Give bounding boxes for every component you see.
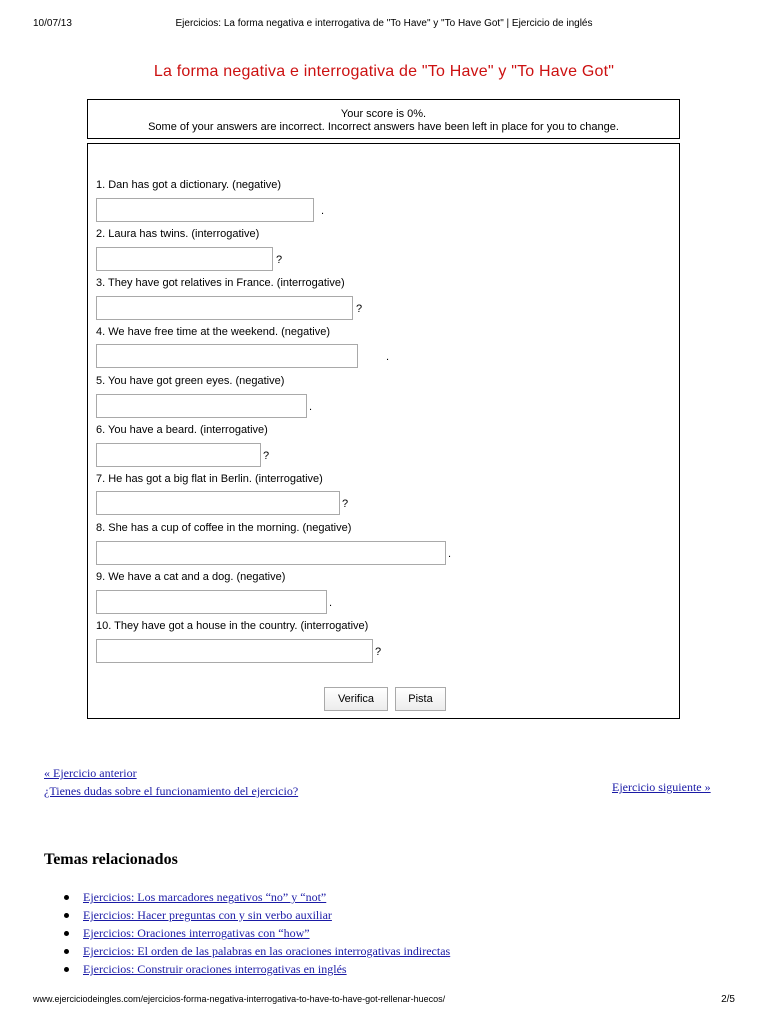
score-feedback: Some of your answers are incorrect. Incorrect answers have been left in place for you to change. [148, 121, 619, 133]
question-7-text: 7. He has got a big flat in Berlin. (interrogative) [96, 473, 323, 485]
exercise-form [87, 143, 680, 719]
related-link[interactable]: Ejercicios: Oraciones interrogativas con “how” [83, 926, 310, 940]
question-8-text: 8. She has a cup of coffee in the morning. (negative) [96, 522, 352, 534]
list-item [44, 961, 450, 979]
question-8-punctuation: . [448, 548, 452, 560]
bullet-icon [64, 913, 69, 918]
question-6-input[interactable] [96, 443, 261, 467]
hint-button[interactable]: Pista [395, 687, 446, 711]
question-2-input[interactable] [96, 247, 273, 271]
print-footer [33, 994, 735, 1008]
page-title: La forma negativa e interrogativa de "To Have" y "To Have Got" [153, 63, 615, 80]
related-link[interactable]: Ejercicios: Construir oraciones interrogativas en inglés [83, 962, 347, 976]
question-4-punctuation: . [386, 351, 390, 363]
question-5-input[interactable] [96, 394, 307, 418]
question-6-punctuation: ? [263, 450, 270, 462]
question-10-text: 10. They have got a house in the country. (interrogative) [96, 620, 369, 632]
score-box [87, 99, 680, 139]
print-url: www.ejerciciodeingles.com/ejercicios-forma-negativa-interrogativa-to-have-to-have-got-rellenar-huecos/ [33, 994, 446, 1004]
bullet-icon [64, 895, 69, 900]
bullet-icon [64, 931, 69, 936]
question-10-input[interactable] [96, 639, 373, 663]
question-3-input[interactable] [96, 296, 353, 320]
question-4-input[interactable] [96, 344, 358, 368]
question-7-input[interactable] [96, 491, 340, 515]
question-9-text: 9. We have a cat and a dog. (negative) [96, 571, 286, 583]
question-3-punctuation: ? [356, 303, 363, 315]
question-3-text: 3. They have got relatives in France. (interrogative) [96, 277, 345, 289]
print-document-title: Ejercicios: La forma negativa e interrogativa de "To Have" y "To Have Got" | Ejercicio de inglés [175, 18, 593, 29]
related-topics-list [44, 889, 450, 979]
question-2-punctuation: ? [276, 254, 283, 266]
question-1-text: 1. Dan has got a dictionary. (negative) [96, 179, 282, 191]
related-link[interactable]: Ejercicios: El orden de las palabras en las oraciones interrogativas indirectas [83, 944, 451, 958]
question-10-punctuation: ? [375, 646, 382, 658]
question-9-input[interactable] [96, 590, 327, 614]
related-link[interactable]: Ejercicios: Hacer preguntas con y sin verbo auxiliar [83, 908, 332, 922]
page-number: 2/5 [721, 994, 735, 1005]
related-link[interactable]: Ejercicios: Los marcadores negativos “no” y “not” [83, 890, 327, 904]
check-button[interactable]: Verifica [324, 687, 388, 711]
question-7-punctuation: ? [342, 498, 349, 510]
question-1-punctuation: . [321, 205, 325, 217]
question-8-input[interactable] [96, 541, 446, 565]
question-5-punctuation: . [309, 401, 313, 413]
related-topics-heading: Temas relacionados [44, 851, 178, 868]
question-1-input[interactable] [96, 198, 314, 222]
print-date: 10/07/13 [33, 18, 72, 29]
previous-exercise-link[interactable]: « Ejercicio anterior [44, 766, 137, 780]
list-item [44, 889, 450, 907]
print-header [33, 18, 735, 32]
question-6-text: 6. You have a beard. (interrogative) [96, 424, 268, 436]
list-item [44, 907, 450, 925]
score-text: Your score is 0%. [340, 108, 427, 120]
question-9-punctuation: . [329, 597, 333, 609]
next-exercise-link[interactable]: Ejercicio siguiente » [612, 780, 711, 794]
bullet-icon [64, 967, 69, 972]
bullet-icon [64, 949, 69, 954]
question-2-text: 2. Laura has twins. (interrogative) [96, 228, 260, 240]
list-item [44, 943, 450, 961]
help-link[interactable]: ¿Tienes dudas sobre el funcionamiento del ejercicio? [44, 784, 299, 798]
list-item [44, 925, 450, 943]
question-4-text: 4. We have free time at the weekend. (negative) [96, 326, 330, 338]
question-5-text: 5. You have got green eyes. (negative) [96, 375, 285, 387]
